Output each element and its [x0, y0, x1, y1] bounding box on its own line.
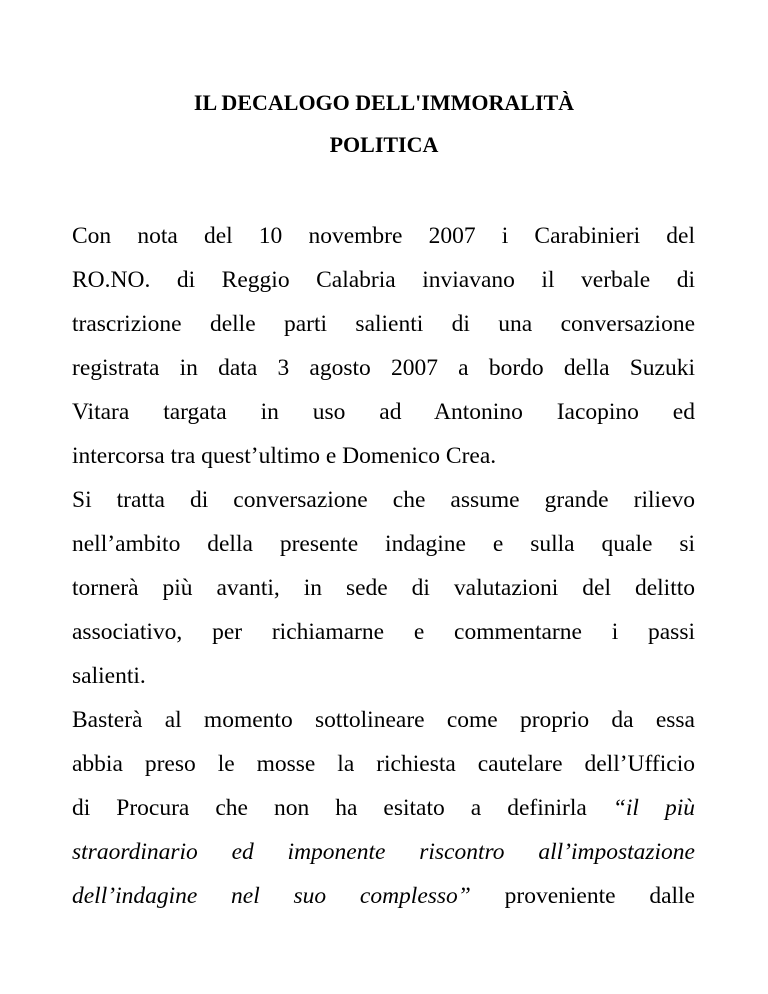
body-text-line: [72, 881, 695, 911]
body-text-line: [72, 793, 695, 823]
document-title-line-2: POLITICA: [329, 132, 439, 157]
body-text-line: salienti.: [72, 663, 146, 689]
body-text-line: registrata in data 3 agosto 2007 a bordo della Suzuki: [72, 355, 695, 381]
body-text-segment: proveniente dalle: [504, 883, 695, 909]
body-text-line: Vitara targata in uso ad Antonino Iacopino ed: [72, 399, 695, 425]
body-text-line: intercorsa tra quest’ultimo e Domenico Crea.: [72, 443, 497, 469]
body-text-line: Si tratta di conversazione che assume grande rilievo: [72, 487, 695, 513]
body-text-line: abbia preso le mosse la richiesta cautelare dell’Ufficio: [72, 751, 695, 777]
body-text-segment: di Procura che non ha esitato a definirla: [72, 795, 587, 821]
quoted-text-line: straordinario ed imponente riscontro all’impostazione: [72, 839, 695, 865]
body-text-line: nell’ambito della presente indagine e sulla quale si: [72, 531, 695, 557]
quoted-text-segment: “il più: [612, 795, 695, 821]
document-title-line-1: IL DECALOGO DELL'IMMORALITÀ: [193, 90, 575, 115]
quoted-text-segment: dell’indagine nel suo complesso”: [72, 883, 471, 909]
body-text-line: RO.NO. di Reggio Calabria inviavano il verbale di: [72, 267, 695, 293]
body-text-line: Con nota del 10 novembre 2007 i Carabinieri del: [72, 223, 695, 249]
body-text-line: Basterà al momento sottolineare come proprio da essa: [72, 707, 695, 733]
body-text-line: trascrizione delle parti salienti di una conversazione: [72, 311, 695, 337]
body-text-line: associativo, per richiamarne e commentarne i passi: [72, 619, 695, 645]
body-text-line: tornerà più avanti, in sede di valutazioni del delitto: [72, 575, 695, 601]
